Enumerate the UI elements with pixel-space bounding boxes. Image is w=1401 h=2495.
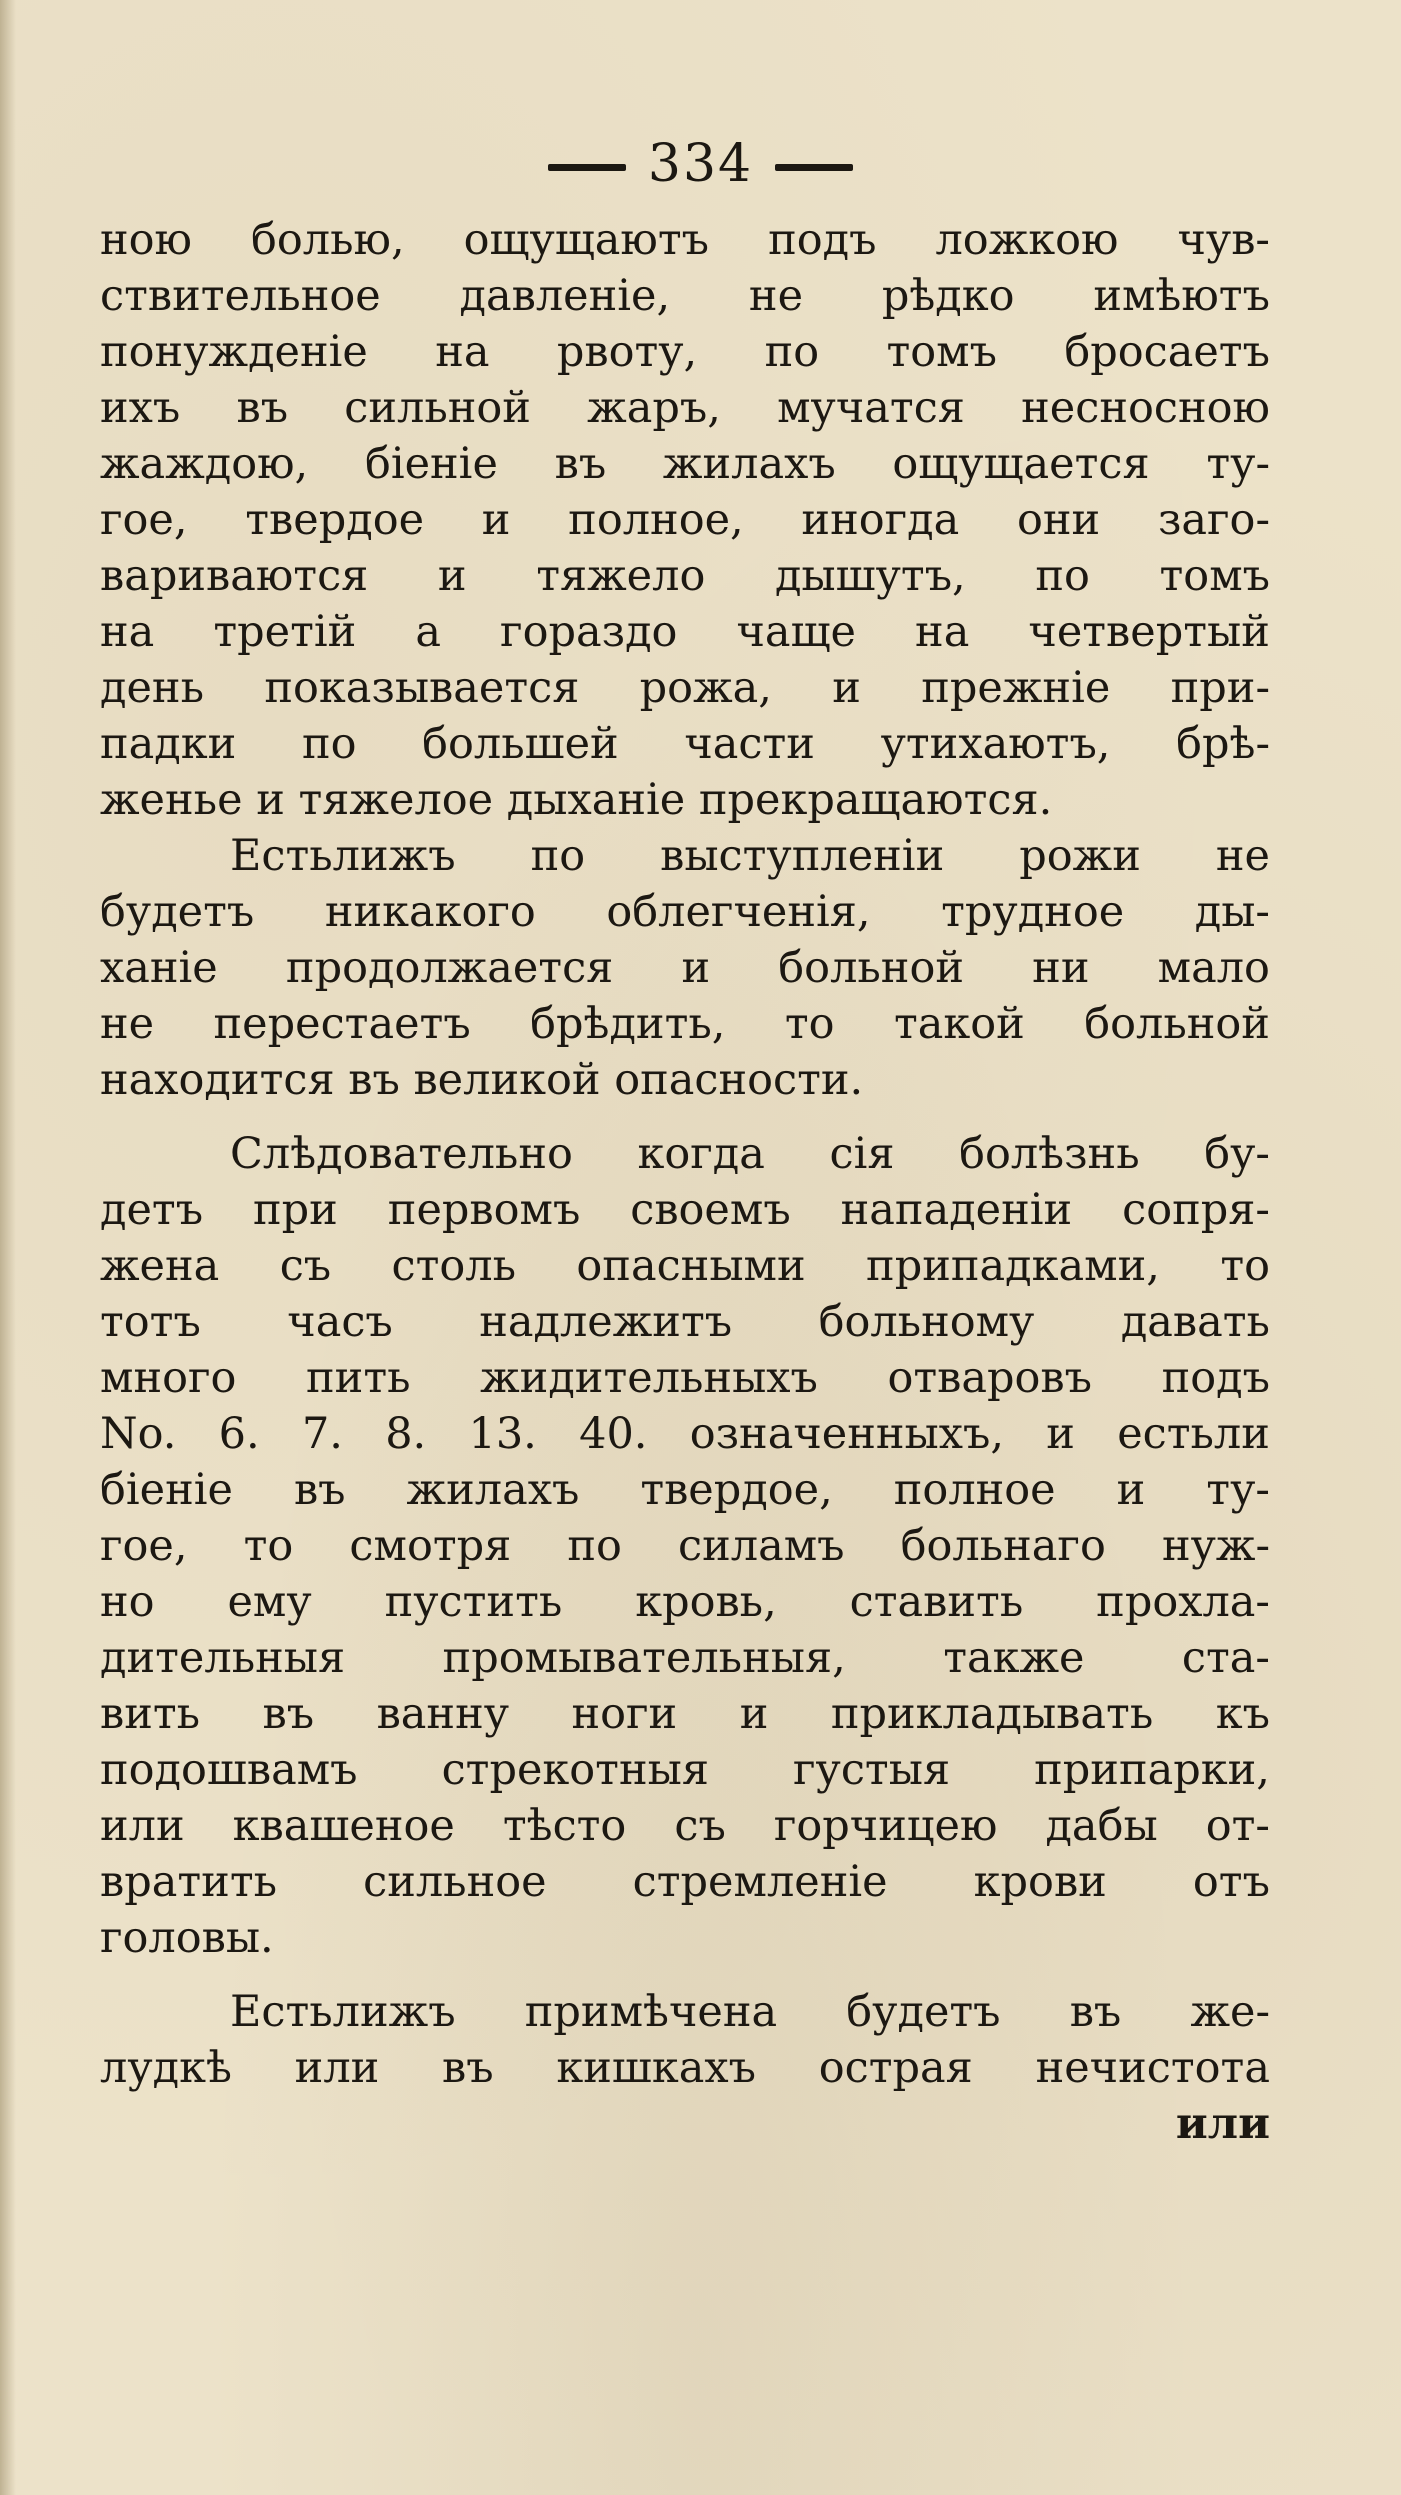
word: 8. bbox=[385, 1409, 427, 1459]
word: твердое, bbox=[640, 1465, 833, 1515]
text-line: головы. bbox=[100, 1913, 274, 1963]
word: но bbox=[100, 1577, 155, 1627]
text-line bbox=[100, 996, 1270, 1052]
word: вратить bbox=[100, 1857, 278, 1907]
word: детъ bbox=[100, 1185, 204, 1235]
word: облегченія, bbox=[606, 887, 871, 937]
word: утихаютъ, bbox=[880, 719, 1111, 769]
word: и bbox=[437, 551, 467, 601]
word: и bbox=[681, 943, 711, 993]
word: первомъ bbox=[387, 1185, 581, 1235]
word: понужденіе bbox=[100, 327, 368, 377]
word: по bbox=[530, 831, 586, 881]
text-line bbox=[100, 828, 1270, 884]
word: жена bbox=[100, 1241, 220, 1291]
word: съ bbox=[674, 1801, 726, 1851]
word: и bbox=[481, 495, 511, 545]
text-line bbox=[100, 1126, 1270, 1182]
word: прикладывать bbox=[830, 1689, 1154, 1739]
word: 7. bbox=[301, 1409, 343, 1459]
word: прежніе bbox=[921, 663, 1111, 713]
text-line bbox=[100, 660, 1270, 716]
text-line bbox=[100, 1518, 1270, 1574]
word: трудное bbox=[941, 887, 1125, 937]
word: ту- bbox=[1206, 1465, 1270, 1515]
word: бросаетъ bbox=[1064, 327, 1270, 377]
word: въ bbox=[442, 2043, 494, 2093]
paragraph bbox=[100, 828, 1270, 1108]
word: мало bbox=[1157, 943, 1270, 993]
word: то bbox=[1220, 1241, 1270, 1291]
word: чув- bbox=[1177, 215, 1270, 265]
word: на bbox=[915, 607, 970, 657]
word: ему bbox=[227, 1577, 312, 1627]
word: на bbox=[100, 607, 155, 657]
word: падки bbox=[100, 719, 237, 769]
word: пить bbox=[306, 1353, 411, 1403]
word: 13. bbox=[468, 1409, 537, 1459]
word: біеніе bbox=[364, 439, 498, 489]
word: естьли bbox=[1117, 1409, 1270, 1459]
word: ложкою bbox=[935, 215, 1119, 265]
word: подъ bbox=[768, 215, 877, 265]
word: они bbox=[1017, 495, 1101, 545]
word: тѣсто bbox=[502, 1801, 627, 1851]
word: гораздо bbox=[500, 607, 678, 657]
word: полное, bbox=[568, 495, 744, 545]
word: при bbox=[253, 1185, 338, 1235]
word: рѣдко bbox=[881, 271, 1015, 321]
word: день bbox=[100, 663, 204, 713]
text-line bbox=[100, 1462, 1270, 1518]
text-line bbox=[100, 1294, 1270, 1350]
word: въ bbox=[262, 1689, 315, 1739]
text-line: находится въ великой опасности. bbox=[100, 1055, 864, 1105]
word: давать bbox=[1120, 1297, 1270, 1347]
word: своемъ bbox=[630, 1185, 791, 1235]
word: ствительное bbox=[100, 271, 381, 321]
text-line bbox=[100, 1406, 1270, 1462]
word: Естьлижъ bbox=[230, 831, 456, 881]
word: на bbox=[435, 327, 490, 377]
word: промывательныя, bbox=[442, 1633, 846, 1683]
word: брѣ- bbox=[1176, 719, 1270, 769]
word: то bbox=[784, 999, 835, 1049]
word: то bbox=[243, 1521, 294, 1571]
word: біеніе bbox=[100, 1465, 233, 1515]
word: No. bbox=[100, 1409, 177, 1459]
text-line bbox=[100, 380, 1270, 436]
word: примѣчена bbox=[524, 1987, 778, 2037]
paragraph bbox=[100, 1126, 1270, 1966]
catchword: или bbox=[1175, 2099, 1270, 2149]
word: лудкѣ bbox=[100, 2043, 232, 2093]
word: въ bbox=[236, 383, 289, 433]
word: такой bbox=[893, 999, 1025, 1049]
word: и bbox=[832, 663, 861, 713]
word: гое, bbox=[100, 495, 188, 545]
text-line bbox=[100, 1686, 1270, 1742]
word: сильной bbox=[344, 383, 531, 433]
word: никакого bbox=[324, 887, 536, 937]
word: жаръ, bbox=[587, 383, 721, 433]
word: и bbox=[1046, 1409, 1075, 1459]
word: не bbox=[748, 271, 804, 321]
word: томъ bbox=[1159, 551, 1270, 601]
word: ставить bbox=[849, 1577, 1024, 1627]
text-line bbox=[100, 1350, 1270, 1406]
word: нечистота bbox=[1035, 2043, 1270, 2093]
word: больному bbox=[818, 1297, 1035, 1347]
word: большей bbox=[422, 719, 619, 769]
word: густыя bbox=[793, 1745, 951, 1795]
word: рвоту, bbox=[556, 327, 698, 377]
word: жилахъ bbox=[662, 439, 836, 489]
word: не bbox=[100, 999, 155, 1049]
word: болью, bbox=[251, 215, 405, 265]
word: ды- bbox=[1194, 887, 1270, 937]
word: къ bbox=[1215, 1689, 1270, 1739]
word: будетъ bbox=[846, 1987, 1001, 2037]
word: острая bbox=[818, 2043, 973, 2093]
text-line bbox=[100, 268, 1270, 324]
text-line bbox=[100, 716, 1270, 772]
word: четвертый bbox=[1028, 607, 1270, 657]
word: от- bbox=[1205, 1801, 1270, 1851]
word: опасными bbox=[576, 1241, 806, 1291]
word: рожи bbox=[1019, 831, 1141, 881]
word: крови bbox=[973, 1857, 1107, 1907]
word: жидительныхъ bbox=[480, 1353, 818, 1403]
word: третій bbox=[213, 607, 357, 657]
word: ту- bbox=[1206, 439, 1270, 489]
text-line bbox=[100, 884, 1270, 940]
word: часъ bbox=[287, 1297, 393, 1347]
word: когда bbox=[637, 1129, 765, 1179]
text-line bbox=[100, 1238, 1270, 1294]
text-line bbox=[100, 436, 1270, 492]
word: дабы bbox=[1045, 1801, 1158, 1851]
word: или bbox=[294, 2043, 380, 2093]
word: кровь, bbox=[635, 1577, 777, 1627]
word: отваровъ bbox=[887, 1353, 1093, 1403]
paragraph bbox=[100, 212, 1270, 828]
text-line bbox=[100, 492, 1270, 548]
word: бу- bbox=[1204, 1129, 1270, 1179]
word: больной bbox=[778, 943, 965, 993]
word: томъ bbox=[886, 327, 997, 377]
paragraph bbox=[100, 1984, 1270, 2096]
word: въ bbox=[1069, 1987, 1122, 2037]
word: нуж- bbox=[1161, 1521, 1270, 1571]
word: вить bbox=[100, 1689, 201, 1739]
word: перестаетъ bbox=[213, 999, 471, 1049]
word: при- bbox=[1170, 663, 1270, 713]
word: заго- bbox=[1157, 495, 1270, 545]
word: столь bbox=[391, 1241, 517, 1291]
word: больной bbox=[1084, 999, 1270, 1049]
word: несносною bbox=[1021, 383, 1270, 433]
word: въ bbox=[554, 439, 607, 489]
word: же- bbox=[1190, 1987, 1270, 2037]
word: стремленіе bbox=[632, 1857, 888, 1907]
text-line bbox=[100, 1984, 1270, 2040]
word: гое, bbox=[100, 1521, 188, 1571]
word: рожа, bbox=[639, 663, 772, 713]
word: припадками, bbox=[866, 1241, 1160, 1291]
word: а bbox=[415, 607, 441, 657]
left-dash bbox=[548, 164, 626, 171]
right-dash bbox=[775, 164, 853, 171]
text-line bbox=[100, 548, 1270, 604]
word: припарки, bbox=[1034, 1745, 1270, 1795]
word: по bbox=[567, 1521, 622, 1571]
text-line bbox=[100, 1742, 1270, 1798]
word: не bbox=[1215, 831, 1270, 881]
paragraph-gap bbox=[100, 1108, 1270, 1126]
word: дышутъ, bbox=[774, 551, 966, 601]
word: ханіе bbox=[100, 943, 218, 993]
word: дительныя bbox=[100, 1633, 346, 1683]
word: сильное bbox=[363, 1857, 547, 1907]
word: части bbox=[684, 719, 815, 769]
word: продолжается bbox=[285, 943, 614, 993]
word: и bbox=[1116, 1465, 1146, 1515]
word: также bbox=[943, 1633, 1085, 1683]
page-number: 334 bbox=[647, 134, 754, 194]
word: надлежитъ bbox=[479, 1297, 733, 1347]
word: сія bbox=[829, 1129, 895, 1179]
word: горчицею bbox=[773, 1801, 998, 1851]
word: показывается bbox=[264, 663, 580, 713]
word: по bbox=[764, 327, 820, 377]
word: ста- bbox=[1181, 1633, 1270, 1683]
word: больнаго bbox=[900, 1521, 1106, 1571]
body-text bbox=[100, 212, 1270, 2152]
word: по bbox=[301, 719, 357, 769]
word: тотъ bbox=[100, 1297, 201, 1347]
word: много bbox=[100, 1353, 237, 1403]
word: брѣдить, bbox=[530, 999, 726, 1049]
word: въ bbox=[293, 1465, 346, 1515]
word: жилахъ bbox=[406, 1465, 580, 1515]
text-line: женье и тяжелое дыханіе прекращаются. bbox=[100, 775, 1053, 825]
word: прохла- bbox=[1096, 1577, 1270, 1627]
text-line bbox=[100, 1574, 1270, 1630]
word: подъ bbox=[1161, 1353, 1270, 1403]
word: стрекотныя bbox=[441, 1745, 709, 1795]
page-header bbox=[0, 132, 1401, 196]
word: ни bbox=[1032, 943, 1090, 993]
word: вариваются bbox=[100, 551, 369, 601]
word: съ bbox=[279, 1241, 332, 1291]
word: ощущаютъ bbox=[463, 215, 710, 265]
word: ихъ bbox=[100, 383, 181, 433]
word: чаще bbox=[736, 607, 856, 657]
word: отъ bbox=[1192, 1857, 1270, 1907]
text-line bbox=[100, 1182, 1270, 1238]
word: мучатся bbox=[777, 383, 965, 433]
word: сопря- bbox=[1122, 1185, 1270, 1235]
paragraph-gap bbox=[100, 1966, 1270, 1984]
text-line bbox=[100, 212, 1270, 268]
word: кишкахъ bbox=[556, 2043, 757, 2093]
text-line bbox=[100, 324, 1270, 380]
word: жаждою, bbox=[100, 439, 309, 489]
word: силамъ bbox=[678, 1521, 845, 1571]
word: имѣютъ bbox=[1093, 271, 1270, 321]
word: подошвамъ bbox=[100, 1745, 358, 1795]
word: ною bbox=[100, 215, 192, 265]
word: по bbox=[1035, 551, 1090, 601]
text-line bbox=[100, 940, 1270, 996]
word: ощущается bbox=[892, 439, 1150, 489]
word: иногда bbox=[801, 495, 960, 545]
word: означенныхъ, bbox=[689, 1409, 1005, 1459]
page-gutter-shadow bbox=[0, 0, 16, 2495]
word: давленіе, bbox=[459, 271, 671, 321]
word: тяжело bbox=[536, 551, 706, 601]
text-line bbox=[100, 1630, 1270, 1686]
word: смотря bbox=[349, 1521, 512, 1571]
word: пустить bbox=[384, 1577, 563, 1627]
word: и bbox=[739, 1689, 769, 1739]
text-line bbox=[100, 2040, 1270, 2096]
word: болѣзнь bbox=[959, 1129, 1140, 1179]
word: ноги bbox=[571, 1689, 678, 1739]
word: Слѣдовательно bbox=[230, 1129, 573, 1179]
word: полное bbox=[893, 1465, 1056, 1515]
word: ванну bbox=[376, 1689, 510, 1739]
word: 40. bbox=[579, 1409, 648, 1459]
word: 6. bbox=[218, 1409, 260, 1459]
text-line bbox=[100, 1854, 1270, 1910]
text-line bbox=[100, 1798, 1270, 1854]
word: твердое bbox=[245, 495, 425, 545]
word: Естьлижъ bbox=[230, 1987, 456, 2037]
word: квашеное bbox=[232, 1801, 455, 1851]
word: или bbox=[100, 1801, 185, 1851]
word: нападеніи bbox=[840, 1185, 1073, 1235]
word: будетъ bbox=[100, 887, 255, 937]
text-line bbox=[100, 604, 1270, 660]
word: выступленіи bbox=[660, 831, 945, 881]
